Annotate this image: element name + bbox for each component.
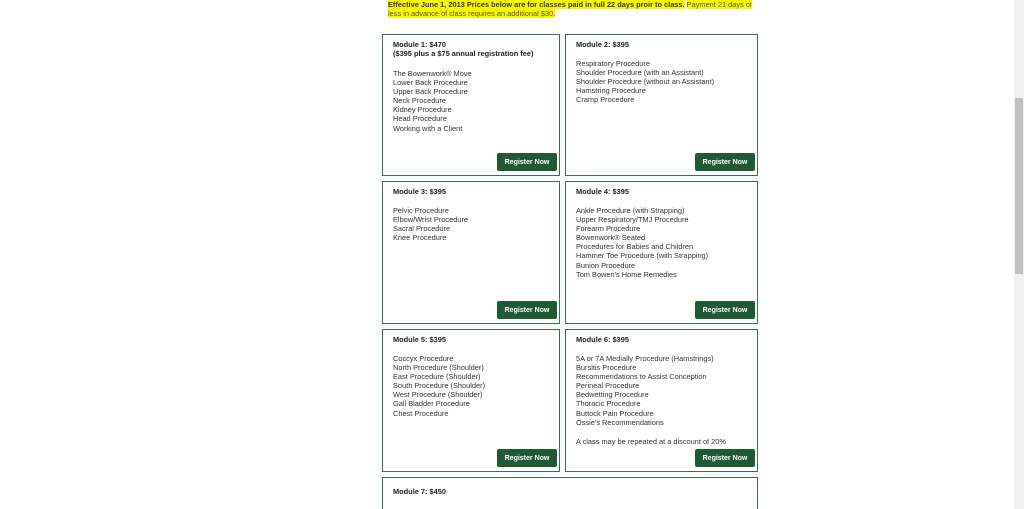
procedure-list xyxy=(576,354,714,427)
procedure-list xyxy=(393,69,472,133)
module-subtitle: ($395 plus a $75 annual registration fee) xyxy=(393,49,534,58)
list-item: Ossie's Recommendations xyxy=(576,417,664,427)
list-item: Hamstring Procedure xyxy=(576,86,646,96)
procedure-list xyxy=(393,206,468,242)
list-item: Chest Procedure xyxy=(393,408,449,418)
list-item: Upper Respiratory/TMJ Procedure xyxy=(576,215,689,225)
repeat-discount-note: A class may be repeated at a discount of 20% xyxy=(576,437,726,446)
notice-bold-text: Effective June 1, 2013 Prices below are for classes paid in full 22 days proir to class. xyxy=(388,0,685,9)
list-item: Hammer Toe Procedure (with Strapping) xyxy=(576,251,709,261)
list-item: Forearm Procedure xyxy=(576,224,641,234)
module-title: Module 7: $450 xyxy=(393,487,446,496)
list-item: Bunion Procedure xyxy=(576,260,636,270)
list-item: The Bowenwork® Move xyxy=(393,69,472,78)
list-item: Bursitis Procedure xyxy=(576,363,637,373)
list-item: Recommendations to Assist Conception xyxy=(576,372,707,382)
list-item: Upper Back Procedure xyxy=(393,87,468,97)
register-now-button[interactable]: Register Now xyxy=(695,449,755,467)
list-item: North Procedure (Shoulder) xyxy=(393,363,484,373)
module-4-card xyxy=(565,181,758,324)
list-item: Thoracic Procedure xyxy=(576,399,641,409)
scrollbar-thumb[interactable] xyxy=(1015,98,1023,274)
notice-normal-text: Payment 21 days or less in advance of class requires an additional $30. xyxy=(388,0,753,18)
procedure-list xyxy=(393,354,485,418)
module-title: Module 3: $395 xyxy=(393,187,446,196)
list-item: South Procedure (Shoulder) xyxy=(393,381,486,391)
register-now-button[interactable]: Register Now xyxy=(497,153,557,171)
list-item: Working with a Client xyxy=(393,123,463,133)
list-item: Perineal Procedure xyxy=(576,381,640,391)
list-item: Coccyx Procedure xyxy=(393,354,454,363)
module-title: Module 2: $395 xyxy=(576,40,629,49)
module-title: Module 4: $395 xyxy=(576,187,629,196)
list-item: Lower Back Procedure xyxy=(393,78,468,88)
list-item: Kidney Procedure xyxy=(393,105,452,115)
list-item: Procedures for Babies and Children xyxy=(576,242,694,252)
list-item: East Procedure (Shoulder) xyxy=(393,372,481,382)
module-title: Module 1: $470 xyxy=(393,40,446,49)
list-item: Elbow/Wrist Procedure xyxy=(393,215,469,225)
register-now-button[interactable]: Register Now xyxy=(497,449,557,467)
module-3-card xyxy=(382,181,560,324)
procedure-list xyxy=(576,59,714,104)
list-item: Tom Bowen's Home Remedies xyxy=(576,269,677,279)
list-item: Gall Bladder Procedure xyxy=(393,399,470,409)
list-item: Bowenwork® Seated xyxy=(576,233,646,243)
list-item: Neck Procedure xyxy=(393,96,446,106)
list-item: 5A or 7A Medially Procedure (Hamstrings) xyxy=(576,354,714,363)
list-item: Ankle Procedure (with Strapping) xyxy=(576,206,685,215)
pricing-notice xyxy=(388,0,760,18)
list-item: Shoulder Procedure (with an Assistant) xyxy=(576,68,704,78)
module-title: Module 6: $395 xyxy=(576,335,629,344)
procedure-list xyxy=(576,206,708,279)
module-1-card xyxy=(382,34,560,176)
list-item: Shoulder Procedure (without an Assistant) xyxy=(576,77,715,87)
module-7-card xyxy=(382,477,758,509)
list-item: Bedwetting Procedure xyxy=(576,390,649,400)
module-6-card xyxy=(565,329,758,472)
list-item: Sacral Procedure xyxy=(393,224,451,234)
list-item: Knee Procedure xyxy=(393,233,447,243)
vertical-scrollbar[interactable] xyxy=(1014,0,1024,509)
list-item: Respiratory Procedure xyxy=(576,59,650,68)
list-item: Pelvic Procedure xyxy=(393,206,449,215)
list-item: Buttock Pain Procedure xyxy=(576,408,654,418)
register-now-button[interactable]: Register Now xyxy=(695,153,755,171)
module-2-card xyxy=(565,34,758,176)
module-title: Module 5: $395 xyxy=(393,335,446,344)
register-now-button[interactable]: Register Now xyxy=(695,301,755,319)
register-now-button[interactable]: Register Now xyxy=(497,301,557,319)
module-5-card xyxy=(382,329,560,472)
list-item: Head Procedure xyxy=(393,114,447,124)
list-item: West Procedure (Shoulder) xyxy=(393,390,483,400)
list-item: Cramp Procedure xyxy=(576,95,635,105)
